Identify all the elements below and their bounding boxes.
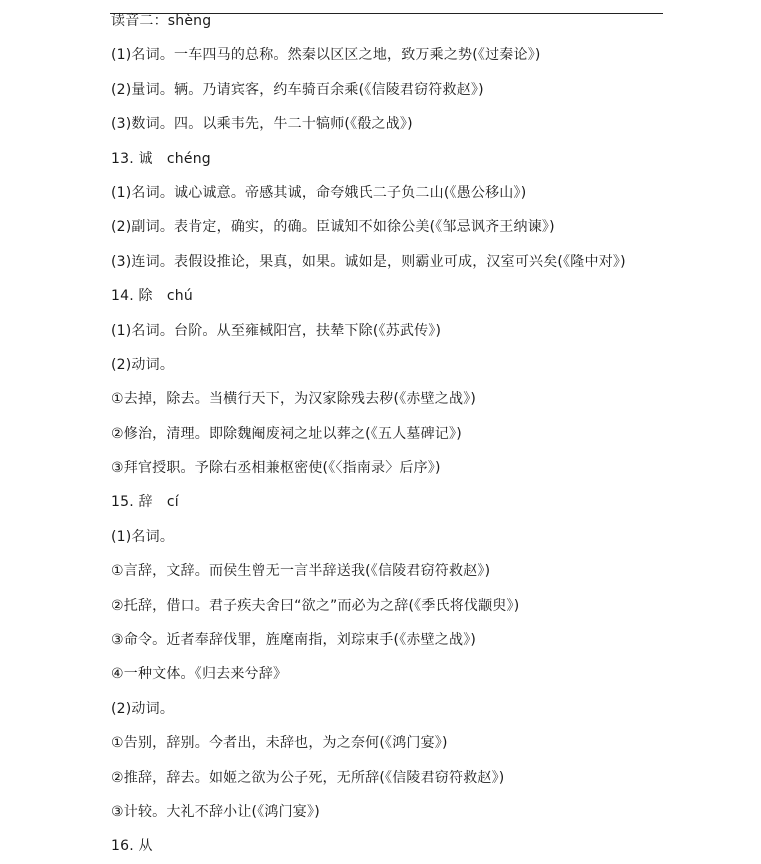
entry-heading: 13. 诚 chéng bbox=[111, 150, 211, 167]
sense-line: ③计较。大礼不辞小让(《鸿门宴》) bbox=[111, 803, 320, 820]
document-page bbox=[111, 4, 711, 864]
sense-line: ①去掉，除去。当横行天下，为汉家除残去秽(《赤壁之战》) bbox=[111, 391, 477, 408]
definition-line: (1)名词。诚心诚意。帝感其诚，命夸娥氏二子负二山(《愚公移山》) bbox=[111, 184, 527, 201]
part-of-speech-line: (1)名词。 bbox=[111, 528, 175, 545]
definition-line: (2)量词。辆。乃请宾客，约车骑百余乘(《信陵君窃符救赵》) bbox=[111, 81, 484, 98]
definition-line: (1)名词。一车四马的总称。然秦以区区之地，致万乘之势(《过秦论》) bbox=[111, 47, 541, 64]
entry-heading: 16. 从 bbox=[111, 838, 153, 855]
definition-line: (3)连词。表假设推论，果真，如果。诚如是，则霸业可成，汉室可兴矣(《隆中对》) bbox=[111, 253, 626, 270]
sense-line: ②修治，清理。即除魏阉废祠之址以葬之(《五人墓碑记》) bbox=[111, 425, 462, 442]
definition-line: (3)数词。四。以乘韦先，牛二十犒师(《殽之战》) bbox=[111, 116, 413, 133]
entry-heading: 15. 辞 cí bbox=[111, 494, 179, 511]
sense-line: ②推辞，辞去。如姬之欲为公子死，无所辞(《信陵君窃符救赵》) bbox=[111, 769, 505, 786]
definition-line: (1)名词。台阶。从至雍棫阳宫，扶辇下除(《苏武传》) bbox=[111, 322, 442, 339]
sense-line: ①言辞，文辞。而侯生曾无一言半辞送我(《信陵君窃符救赵》) bbox=[111, 563, 491, 580]
sense-line: ④一种文体。《归去来兮辞》 bbox=[111, 666, 288, 683]
pronunciation-line: 读音二：shèng bbox=[111, 13, 212, 29]
sense-line: ①告别，辞别。今者出，未辞也，为之奈何(《鸿门宴》) bbox=[111, 735, 448, 752]
entry-heading: 14. 除 chú bbox=[111, 288, 193, 305]
sense-line: ③命令。近者奉辞伐罪，旌麾南指，刘琮束手(《赤壁之战》) bbox=[111, 632, 477, 649]
part-of-speech-line: (2)动词。 bbox=[111, 700, 175, 717]
sense-line: ③拜官授职。予除右丞相兼枢密使(《〈指南录〉后序》) bbox=[111, 460, 441, 477]
part-of-speech-line: (2)动词。 bbox=[111, 356, 175, 373]
sense-line: ②托辞，借口。君子疾夫舍曰“欲之”而必为之辞(《季氏将伐颛臾》) bbox=[111, 597, 520, 614]
definition-line: (2)副词。表肯定，确实，的确。臣诚知不如徐公美(《邹忌讽齐王纳谏》) bbox=[111, 219, 555, 236]
